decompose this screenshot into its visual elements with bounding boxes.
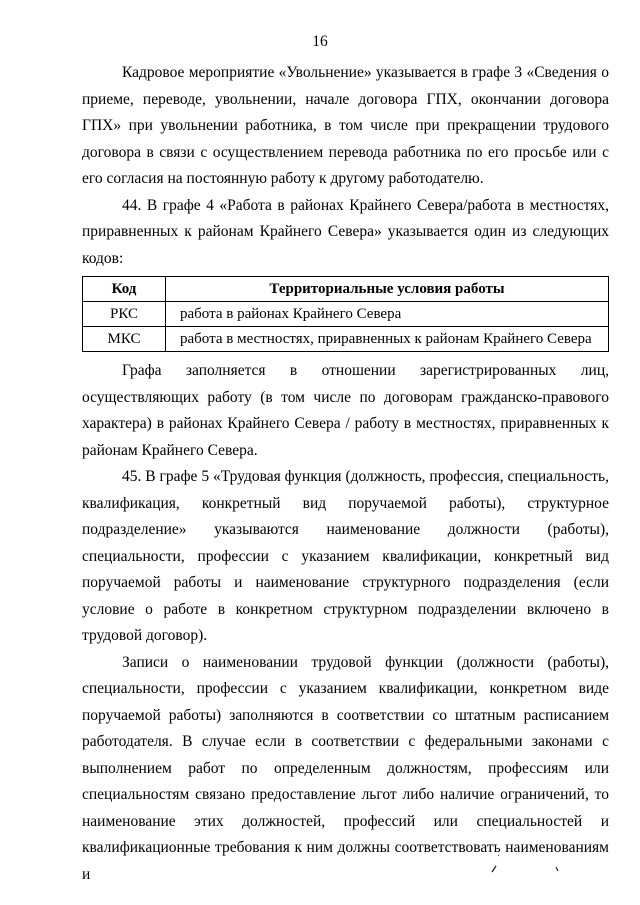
- table-row: [83, 302, 609, 327]
- table-header-row: [83, 277, 609, 302]
- page-number: 16: [312, 33, 328, 50]
- paragraph-dismissal: Кадровое мероприятие «Увольнение» указывается в графе 3 «Сведения о приеме, переводе, увольнении, начале договора ГПХ, окончании договора ГПХ» при увольнении работника, в том числе при прекращении трудового договора в связи с осуществлением перевода работника по его просьбе или с его согласия на постоянную работу к другому работодателю.: [82, 64, 609, 187]
- header-code: Код: [83, 277, 166, 302]
- document-body: [82, 60, 609, 888]
- header-description: Территориальные условия работы: [166, 277, 609, 302]
- codes-table: [82, 276, 609, 352]
- row-description: работа в районах Крайнего Севера: [166, 302, 609, 327]
- paragraph-records: Записи о наименовании трудовой функции (должности (работы), специальности, профессии с указанием квалификации, конкретном виде поручаемой работы) заполняются в соответствии со штатным расписанием работодателя. В случае если в соответствии с федеральными законами с выполнением работ по определенным должностям, профессиям или специальностям связано предоставление льгот либо наличие ограничений, то наименование этих должностей, профессий или специальностей и квалификационные требования к ним должны соответствовать наименованиям и: [82, 653, 609, 883]
- table-row: [83, 327, 609, 352]
- paragraph-44: 44. В графе 4 «Работа в районах Крайнего Севера/работа в местностях, приравненных к районам Крайнего Севера» указывается один из следующих кодов:: [82, 196, 609, 267]
- scan-marks: [480, 850, 580, 880]
- paragraph-45: 45. В графе 5 «Трудовая функция (должность, профессия, специальность, квалификация, конкретный вид поручаемой работы), структурное подразделение» указываются наименование должности (работы), специальности, профессии с указанием квалификации, конкретный вид поручаемой работы и наименование структурного подразделения (если условие о работе в конкретном структурном подразделении включено в трудовой договор).: [82, 468, 609, 644]
- row-description: работа в местностях, приравненных к районам Крайнего Севера: [166, 327, 609, 352]
- paragraph-column-filled: Графа заполняется в отношении зарегистрированных лиц, осуществляющих работу (в том числе по договорам гражданско-правового характера) в районах Крайнего Севера / работу в местностях, приравненных к районам Крайнего Севера.: [82, 362, 609, 459]
- row-code: МКС: [83, 327, 166, 352]
- row-code: РКС: [83, 302, 166, 327]
